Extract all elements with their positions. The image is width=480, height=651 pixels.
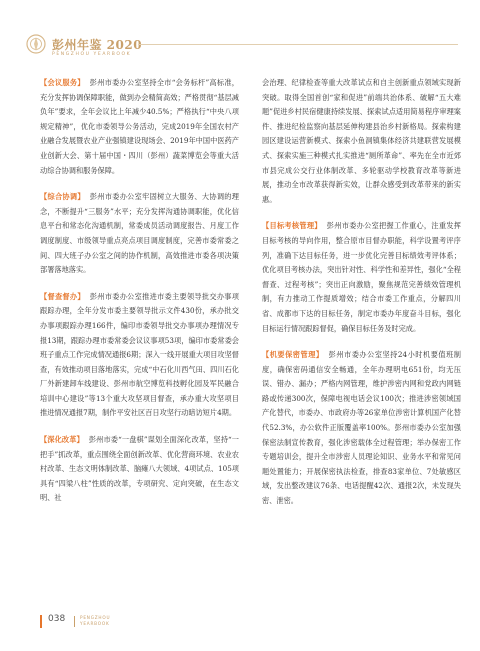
footer-subtitle-line2: YEARBOOK xyxy=(80,621,110,626)
section-supervision xyxy=(40,290,239,421)
yearbook-title: 彭州年鉴 2020 xyxy=(52,38,143,52)
section-tag: 【会议服务】 xyxy=(40,78,85,87)
section-tag: 【目标考核管理】 xyxy=(262,221,322,231)
footer-accent-bar xyxy=(40,615,42,628)
right-column xyxy=(262,76,461,509)
yearbook-subtitle: PENGZHOU YEARBOOK xyxy=(52,52,132,57)
section-tag: 【综合协调】 xyxy=(40,192,85,202)
section-text: 彭州市委“一盘棋”谋划全面深化改革，坚持“一把手”抓改革，重点围绕全面创新改革、优化营商环境、农业农村改革、生态文明体制改革、脑瘫八大领域、4项试点、105项具有“四梁八柱”性质的改革，专项研究、定向突破，在生态文明、社 xyxy=(40,435,239,503)
yearbook-logo-icon xyxy=(26,34,46,54)
section-text: 彭州市委办公室坚持24小时机要值班制度，确保密码通信安全畅通，全年办理明电651份，均无压误、错办、漏办；严格内网管理，维护涉密内网和党政内网链路或传递300次，保障电视电话会议100次；推进涉密领域国产化替代，市委办、市政府办等26家单位涉密计算机国产化替代52.3%，办公软件正版覆盖率100%。彭州市委办公室加强保密法制宣传教育，强化涉密载体全过程管理；举办保密工作专题培训会，提升全市涉密人员理论知识、业务水平和常见问题处置能力；开展保密执法检查，排查83家单位、7处敏感区域，发出整改建议76条、电话提醒42次、通报2次，未发现失密、泄密。 xyxy=(262,350,461,506)
section-text: 彭州市委办公室把握工作重心，注重发挥目标考核的导向作用，整合原市目督办职能，科学设置考评序列，准确下达目标任务，进一步优化完善目标绩效考评体系；优化项目考核办法，突出针对性、科学性和差异性，强化“全程督查、过程考核”；突出正向激励，聚焦规范完善绩效管理机制，有力推动工作提质增效；结合市委工作重点，分解四川省、成都市下达的目标任务，制定市委办年度奋斗目标，强化目标运行情况跟踪督促，确保目标任务及时完成。 xyxy=(262,221,461,333)
page-number: 038 xyxy=(48,614,66,624)
section-reform-continued xyxy=(262,76,461,207)
section-tag: 【督查督办】 xyxy=(40,291,85,301)
section-tag: 【深化改革】 xyxy=(40,435,84,445)
footer-divider xyxy=(74,616,75,627)
section-text: 彭州市委办公室坚持全市“会务标杆”高标准，充分发挥协调保障职能，做到办会精简高效；严格贯彻“基层减负年”要求，全年会议比上年减少40.5%；严格执行“中央八项规定精神”，优化市委领导公务活动，完成2019年全国农村产业融合发展暨农业产业强镇建设现场会、2019年中国中医药产业创新大会、第十届中国・四川（彭州）蔬菜博览会等重大活动综合协调和服务保障。 xyxy=(40,78,239,175)
page-footer xyxy=(40,614,180,634)
section-text: 会治理、纪律检查等重大改革试点和自主创新重点领域实现新突破。取得全国首创“家和促进”前端共治体系、破解“五大难题”促进乡村民宿健康持续发展、探索试点适用简易程序审理案件、推进纪检监察向基层延伸构建县治乡村新格局。探索构建园区建设运营新模式、探索小鱼洞镇集体经济共建联营发展模式、探索实施三种模式扎实推进“厕所革命”、率先在全市近郊市县完成公交行业体制改革、多轮驱动学校教育改革等新进展，推动全市改革获得新实效，让群众感受到改革带来的新实惠。 xyxy=(262,78,461,204)
section-reform xyxy=(40,433,239,506)
left-column xyxy=(40,76,239,506)
section-target-assessment xyxy=(262,219,461,336)
section-text: 彭州市委办公室牢固树立大服务、大协调的理念，不断提升“三服务”水平；充分发挥沟通协调职能，优化信息平台和常态化沟通机制，常委成员活动调度报告、月度工作调度制度、市级领导重点亮点项目调度制度，完善市委常委之间、四大班子办公室之间的协作机制，高效推进市委各项决策部署落地落实。 xyxy=(40,192,239,275)
section-text: 彭州市委办公室推进市委主要领导批交办事项跟踪办理，全年分发市委主要领导批示文件430份，承办批交办事项跟踪办理166件，编印市委领导批交办事项办理情况专报13期，跟踪办理市委常委会议议事项53项，编印市委常委会班子重点工作完成情况通报6期；深入一线开展重大项目攻坚督查，有效推动项目落地落实，完成“中石化川西气田、四川石化厂外新建卸车线建设、彭州市航空博览科技孵化园及军民融合培训中心建设”等13个重大攻坚项目督查，承办重大攻坚项目推进情况通报7期，制作平安社区百日攻坚行动暗访短片4期。 xyxy=(40,291,239,418)
header-divider xyxy=(138,44,458,45)
section-confidential-management xyxy=(262,348,461,509)
section-tag: 【机要保密管理】 xyxy=(262,350,324,360)
footer-subtitle-line1: PENGZHOU xyxy=(80,615,111,620)
section-meeting-service xyxy=(40,76,239,178)
section-coordination xyxy=(40,190,239,278)
page-header xyxy=(0,0,480,70)
